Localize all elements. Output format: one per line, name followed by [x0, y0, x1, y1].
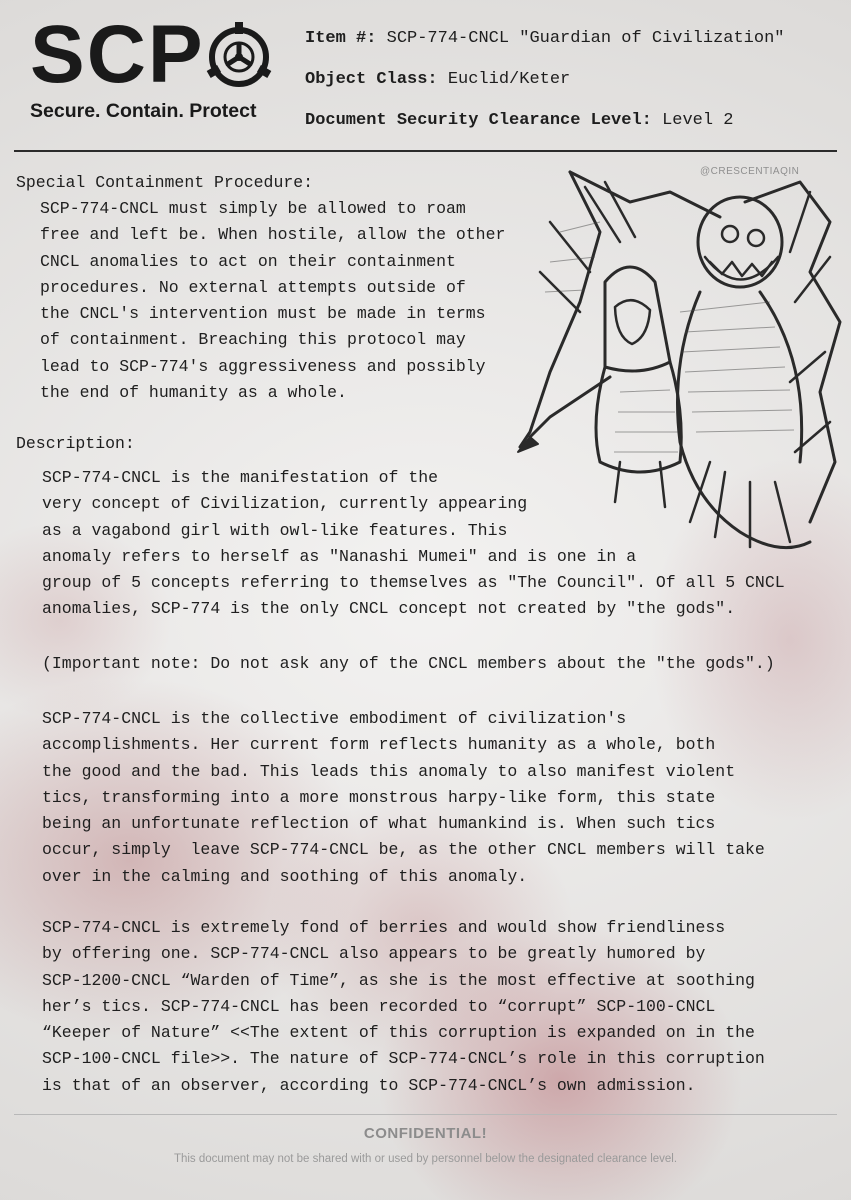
description-title: Description:: [16, 434, 135, 453]
containment-line: of containment. Breaching this protocol may: [40, 330, 466, 350]
object-class-row: [305, 59, 785, 100]
description-paragraph-1: [42, 465, 785, 623]
clearance-label: Document Security Clearance Level:: [305, 111, 652, 130]
description-p2-line: tics, transforming into a more monstrous harpy-like form, this state: [42, 787, 716, 807]
item-metadata: [305, 18, 785, 141]
logo-wordmark: SCP: [30, 9, 205, 100]
description-p1-line: very concept of Civilization, currently appearing: [42, 494, 528, 514]
containment-title: Special Containment Procedure:: [16, 173, 314, 192]
description-p3-line: SCP-1200-CNCL “Warden of Time”, as she is the most effective at soothing: [42, 970, 755, 990]
containment-line: procedures. No external attempts outside of: [40, 277, 466, 297]
description-p3-line: is that of an observer, according to SCP-774-CNCL’s own admission.: [42, 1075, 696, 1095]
clearance-row: [305, 100, 785, 141]
item-number-label: Item #:: [305, 29, 377, 48]
description-p1-line: anomalies, SCP-774 is the only CNCL concept not created by "the gods".: [42, 599, 736, 619]
description-p2-line: the good and the bad. This leads this anomaly to also manifest violent: [42, 761, 736, 781]
description-p1-line: as a vagabond girl with owl-like features. This: [42, 520, 508, 540]
item-number-value: SCP-774-CNCL "Guardian of Civilization": [386, 29, 785, 48]
description-p2-line: SCP-774-CNCL is the collective embodiment of civilization's: [42, 709, 627, 728]
description-p3-line: SCP-100-CNCL file>>. The nature of SCP-774-CNCL’s role in this corruption: [42, 1049, 765, 1069]
object-class-label: Object Class:: [305, 70, 438, 89]
description-p1-line: group of 5 concepts referring to themselves as "The Council". Of all 5 CNCL: [42, 573, 785, 593]
description-p3-line: by offering one. SCP-774-CNCL also appears to be greatly humored by: [42, 944, 706, 964]
header-divider: [14, 150, 837, 152]
confidential-label: CONFIDENTIAL!: [363, 1125, 488, 1142]
logo-tagline: Secure. Contain. Protect: [30, 100, 257, 122]
containment-line: the end of humanity as a whole.: [40, 383, 347, 403]
important-note: (Important note: Do not ask any of the CNCL members about the "the gods".): [42, 654, 775, 673]
description-p3-line: SCP-774-CNCL is extremely fond of berries and would show friendliness: [42, 918, 726, 937]
description-p2-line: being an unfortunate reflection of what humankind is. When such tics: [42, 814, 716, 834]
description-p2-line: occur, simply leave SCP-774-CNCL be, as the other CNCL members will take: [42, 840, 765, 860]
description-p1-line: anomaly refers to herself as "Nanashi Mumei" and is one in a: [42, 546, 637, 566]
description-p1-line: SCP-774-CNCL is the manifestation of the: [42, 468, 439, 487]
scp-logo: [26, 9, 288, 132]
containment-line: SCP-774-CNCL must simply be allowed to roam: [40, 199, 466, 218]
containment-line: lead to SCP-774's aggressiveness and possibly: [40, 356, 486, 376]
description-p2-line: over in the calming and soothing of this anomaly.: [42, 866, 528, 886]
confidential-note: This document may not be shared with or used by personnel below the designated clearance level.: [173, 1153, 678, 1165]
description-paragraph-2: [42, 706, 765, 890]
containment-body: [40, 196, 505, 406]
scp-emblem-icon: [202, 20, 276, 94]
containment-line: the CNCL's intervention must be made in terms: [40, 304, 486, 324]
description-p2-line: accomplishments. Her current form reflects humanity as a whole, both: [42, 735, 716, 755]
containment-line: free and left be. When hostile, allow the other: [40, 225, 506, 245]
description-p3-line: “Keeper of Nature” <<The extent of this corruption is expanded on in the: [42, 1023, 755, 1043]
object-class-value: Euclid/Keter: [447, 70, 571, 89]
footer-divider: [14, 1114, 837, 1115]
clearance-value: Level 2: [662, 111, 734, 130]
containment-line: CNCL anomalies to act on their containment: [40, 251, 456, 271]
artist-watermark: @CRESCENTIAQIN: [700, 166, 800, 177]
description-paragraph-3: [42, 915, 765, 1099]
item-number-row: [305, 18, 785, 59]
description-p3-line: her’s tics. SCP-774-CNCL has been recorded to “corrupt” SCP-100-CNCL: [42, 996, 716, 1016]
